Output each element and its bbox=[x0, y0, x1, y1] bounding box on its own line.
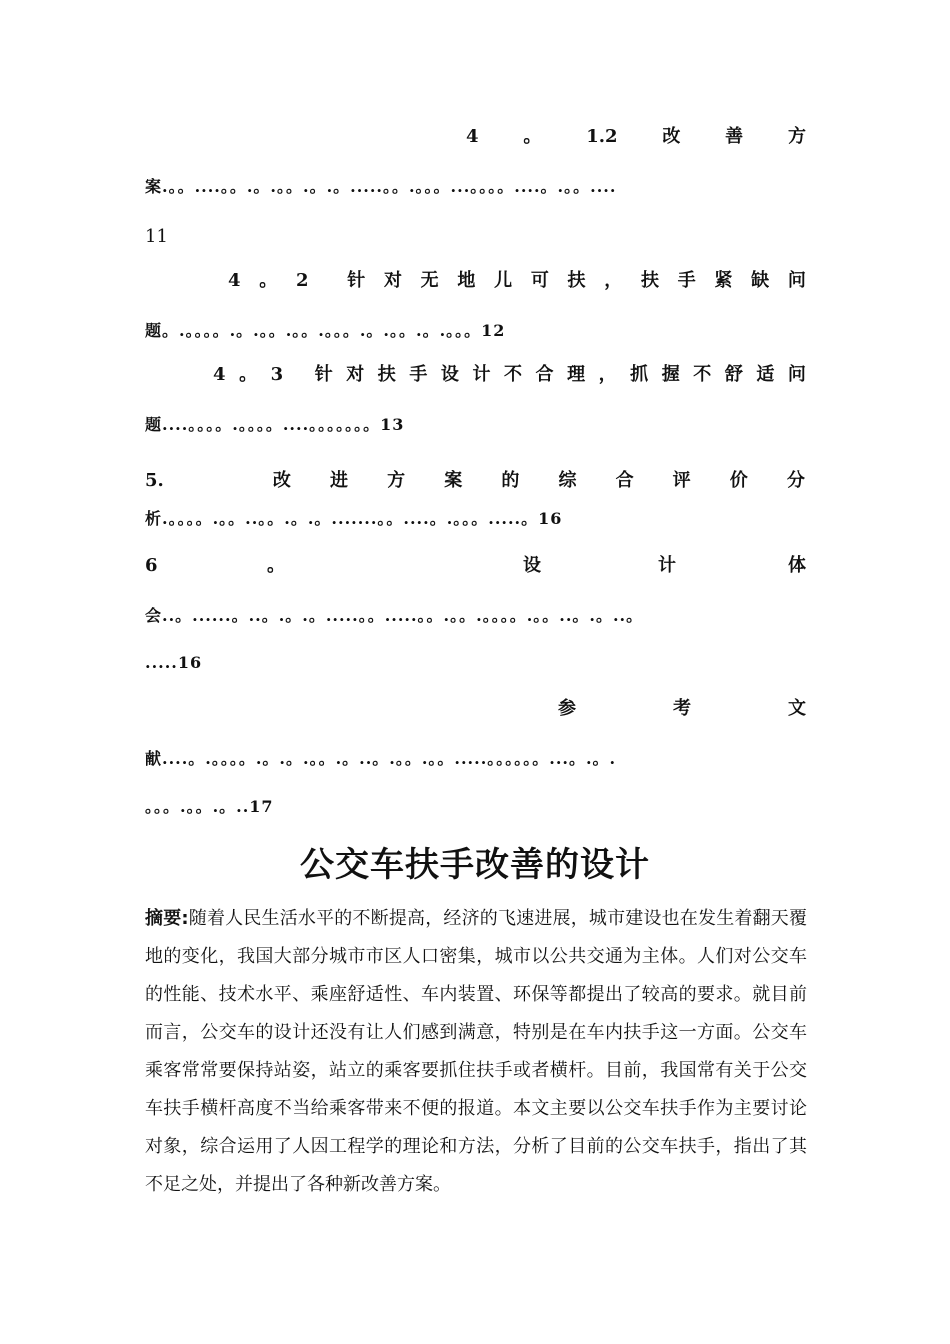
toc-subnumber: 1.2 bbox=[586, 126, 618, 147]
abstract-text: 随着人民生活水平的不断提高，经济的飞速进展，城市建设也在发生着翻天覆地的变化，我国大部分城市市区人口密集，城市以公共交通为主体。人们对公交车的性能、技术水平、乘座舒适性、车内装置、环保等都提出了较高的要求。就目前而言，公交车的设计还没有让人们感到满意，特别是在车内扶手这一方面。公交车乘客常常要保持站姿，站立的乘客要抓住扶手或者横杆。目前，我国常有关于公交车扶手横杆高度不当给乘客带来不便的报道。本文主要以公交车扶手作为主要讨论对象，综合运用了人因工程学的理论和方法，分析了目前的公交车扶手，指出了其不足之处，并提出了各种新改善方案。 bbox=[145, 908, 807, 1195]
toc-char: 不 bbox=[693, 364, 712, 385]
toc-char: 案 bbox=[444, 470, 463, 491]
toc-char: 不 bbox=[503, 364, 522, 385]
toc-char: 方 bbox=[788, 126, 806, 147]
toc-number: 4 bbox=[213, 364, 226, 385]
toc-entry-4-3 bbox=[213, 360, 806, 390]
toc-char: 手 bbox=[677, 270, 696, 291]
toc-number: 4 bbox=[466, 126, 479, 147]
toc-entry-references bbox=[145, 694, 805, 724]
toc-char: 抓 bbox=[630, 364, 649, 385]
toc-char: 计 bbox=[472, 364, 491, 385]
toc-page: 11 bbox=[145, 226, 168, 247]
toc-entry-4-1-2 bbox=[466, 122, 806, 152]
toc-subnumber: 3 bbox=[270, 364, 284, 385]
toc-char: 适 bbox=[756, 364, 775, 385]
toc-separator: 。 bbox=[267, 555, 285, 576]
toc-char: 紧 bbox=[714, 270, 733, 291]
toc-char: 计 bbox=[658, 555, 676, 576]
toc-leader-page: .....16 bbox=[145, 653, 203, 672]
toc-char: 设 bbox=[440, 364, 459, 385]
toc-entry-5 bbox=[145, 466, 805, 496]
toc-char: 设 bbox=[523, 555, 541, 576]
toc-leader: 献....。.。。。。.。.。.。。.。..。.。。.。。.....。。。。。。...。.。. bbox=[145, 749, 617, 768]
toc-char: 文 bbox=[788, 698, 806, 719]
toc-char: 舒 bbox=[724, 364, 743, 385]
toc-char: 价 bbox=[729, 470, 748, 491]
document-title: 公交车扶手改善的设计 bbox=[300, 845, 650, 885]
toc-char: 考 bbox=[673, 698, 691, 719]
toc-char: 手 bbox=[409, 364, 428, 385]
toc-char: 评 bbox=[672, 470, 691, 491]
toc-char: 善 bbox=[725, 126, 744, 147]
toc-char: ， bbox=[598, 364, 617, 385]
toc-subnumber: 2 bbox=[295, 270, 309, 291]
toc-char: 方 bbox=[387, 470, 406, 491]
toc-leader: 案.。。....。。.。.。。.。.。.....。。.。。。...。。。。....。.。。.... bbox=[145, 177, 617, 196]
toc-entry-6 bbox=[145, 551, 805, 581]
toc-char: 可 bbox=[530, 270, 549, 291]
toc-char: 扶 bbox=[567, 270, 586, 291]
toc-char: 综 bbox=[558, 470, 577, 491]
toc-number: 5. bbox=[145, 470, 164, 491]
toc-separator: 。 bbox=[523, 126, 542, 147]
toc-char: 地 bbox=[457, 270, 476, 291]
toc-number: 6 bbox=[145, 555, 158, 576]
toc-char: 问 bbox=[787, 364, 806, 385]
toc-leader-page: 。。。.。。.。..17 bbox=[145, 797, 274, 816]
toc-char: 儿 bbox=[494, 270, 513, 291]
toc-char: 扶 bbox=[640, 270, 659, 291]
toc-char: 对 bbox=[346, 364, 365, 385]
abstract-label: 摘要: bbox=[145, 908, 189, 929]
toc-char: 扶 bbox=[377, 364, 396, 385]
abstract bbox=[145, 900, 807, 1204]
toc-char: 缺 bbox=[751, 270, 770, 291]
toc-char: 参 bbox=[558, 698, 576, 719]
toc-char: 进 bbox=[330, 470, 349, 491]
toc-separator: 。 bbox=[259, 270, 278, 291]
toc-char: 针 bbox=[314, 364, 333, 385]
toc-char: ， bbox=[604, 270, 623, 291]
toc-char: 合 bbox=[615, 470, 634, 491]
toc-char: 改 bbox=[662, 126, 681, 147]
toc-char: 对 bbox=[383, 270, 402, 291]
toc-leader: 题。.。。。。.。.。。.。。.。。。.。.。。.。.。。。12 bbox=[145, 321, 506, 340]
toc-char: 无 bbox=[420, 270, 439, 291]
toc-leader: 题....。。。。.。。。。....。。。。。。。13 bbox=[145, 415, 405, 434]
toc-separator: 。 bbox=[239, 364, 258, 385]
toc-char: 理 bbox=[567, 364, 586, 385]
toc-char: 握 bbox=[661, 364, 680, 385]
toc-number: 4 bbox=[228, 270, 241, 291]
toc-char: 针 bbox=[347, 270, 366, 291]
toc-leader: 会..。......。..。.。.。.....。。.....。。.。。.。。。。.。。..。.。..。 bbox=[145, 606, 644, 625]
toc-char: 问 bbox=[787, 270, 806, 291]
toc-char: 体 bbox=[788, 555, 806, 576]
toc-char: 分 bbox=[786, 470, 805, 491]
toc-char: 改 bbox=[272, 470, 291, 491]
toc-char: 的 bbox=[501, 470, 520, 491]
toc-entry-4-2 bbox=[228, 266, 806, 296]
toc-leader: 析.。。。。.。。..。。.。.。.......。。....。.。。。.....。16 bbox=[145, 509, 563, 528]
toc-char: 合 bbox=[535, 364, 554, 385]
